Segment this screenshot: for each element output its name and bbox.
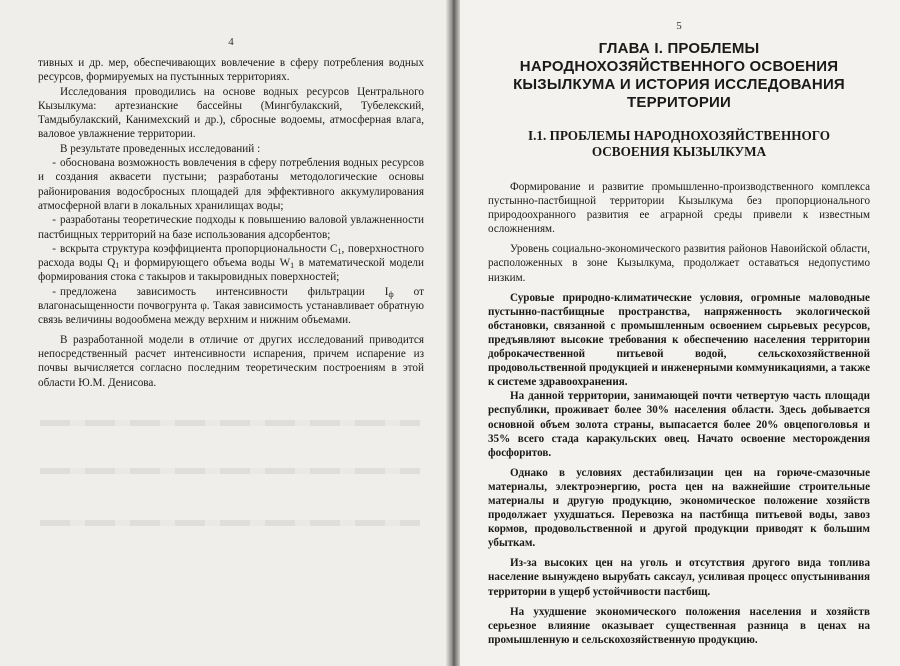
paragraph: Формирование и развитие промышленно-производственного комплекса пустынно-пастбищной территории Кызылкума без пропорционального природоохранного развития ее аграрной среды привели к известным осложнениям. xyxy=(488,181,870,236)
paragraph: Однако в условиях дестабилизации цен на горюче-смазочные материалы, электроэнергию, роста цен на важнейшие строительные материалы и другую продукцию, экономическое положение хозяйств продолжает ухудшаться. Перевозка на пастбища питьевой воды, завоз кормов, продовольственной и другой продукции приводят к большим убыткам. xyxy=(488,466,870,550)
paragraph: В результате проведенных исследований : xyxy=(60,142,261,155)
bleed-through-shadow xyxy=(40,420,420,426)
paragraph: Исследования проводились на основе водных ресурсов Центрального Кызылкума: артезианские бассейны (Мингбулакский, Тубелекский, Тамдыбулакский, Канимехский и др.), сбросные водоемы, атмосферная влага, валовое увлажнение территории. xyxy=(38,85,424,141)
right-page xyxy=(452,0,900,666)
bleed-through-shadow xyxy=(40,520,420,526)
paragraph: На ухудшение экономического положения населения и хозяйств серьезное влияние оказывает существенная разница в ценах на промышленную и сельскохозяйственную продукцию. xyxy=(488,605,870,646)
section-title: I.1. ПРОБЛЕМЫ НАРОДНОХОЗЯЙСТВЕННОГО ОСВОЕНИЯ КЫЗЫЛКУМА xyxy=(527,128,831,159)
paragraph: В разработанной модели в отличие от других исследований приводится непосредственный расчет интенсивности испарения, причем испарение из почвы вычисляется согласно последним теоретическим построениям в этой области Ю.М. Денисова. xyxy=(38,333,424,389)
paragraph: тивных и др. мер, обеспечивающих вовлечение в сферу потребления водных ресурсов, формируемых на пустынных территориях. xyxy=(38,57,424,84)
list-item: - обоснована возможность вовлечения в сферу потребления водных ресурсов и создания аквасети пустыни; разработаны методологические основы районирования водосбросных площадей для эффективного аккумулирования атмосферной влаги в локальных хранилищах воды; xyxy=(38,157,424,212)
page-number: 4 xyxy=(228,36,234,48)
paragraph: На данной территории, занимающей почти четвертую часть площади республики, проживает более 30% населения области. Здесь добывается основной объем золота страны, выпасается более 20% овцепоголовья и 35% всего стада каракульских овец. Начато освоение месторождения фосфоритов. xyxy=(488,390,870,459)
bleed-through-shadow xyxy=(40,468,420,474)
paragraph: Из-за высоких цен на уголь и отсутствия другого вида топлива население вынуждено вырубать саксаул, усиливая процесс опустынивания территории в ущерб устойчивости пастбищ. xyxy=(488,557,870,598)
book-gutter xyxy=(446,0,460,666)
chapter-title: ГЛАВА I. ПРОБЛЕМЫ НАРОДНОХОЗЯЙСТВЕННОГО ОСВОЕНИЯ КЫЗЫЛКУМА И ИСТОРИЯ ИССЛЕДОВАНИЯ ТЕРРИТОРИИ xyxy=(513,40,845,111)
list-item: - разработаны теоретические подходы к повышению валовой увлажненности пастбищных территорий на базе использования адсорбентов; xyxy=(38,214,424,241)
paragraph: Суровые природно-климатические условия, огромные маловодные пустынно-пастбищные пространства, напряженность экологической обстановки, связанной с промышленным освоением сырьевых ресурсов, предъявляют высокие требования к обеспечению населения территории доброкачественной питьевой водой, сельскохозяйственной продовольственной продукцией и инженерными коммуникациями, а также к системе здравоохранения. xyxy=(488,291,870,389)
list-item: - предложена зависимость интенсивности фильтрации $I_ф$ от влагонасыщенности почвогрунта φ. Такая зависимость устанавливает обратную связь величины водообмена между верхним и нижним объемами. xyxy=(38,285,424,327)
list-item: - вскрыта структура коэффициента пропорциональности $C_1$, поверхностного расхода воды $Q_1$ и формирующего объема воды $W_1$ в математической модели формирования стока с такыров и такыровидных поверхностей; xyxy=(38,242,425,284)
paragraph: Уровень социально-экономического развития районов Навоийской области, расположенных в зоне Кызылкума, продолжает оставаться недопустимо низким. xyxy=(488,243,870,284)
page-number: 5 xyxy=(676,20,682,32)
